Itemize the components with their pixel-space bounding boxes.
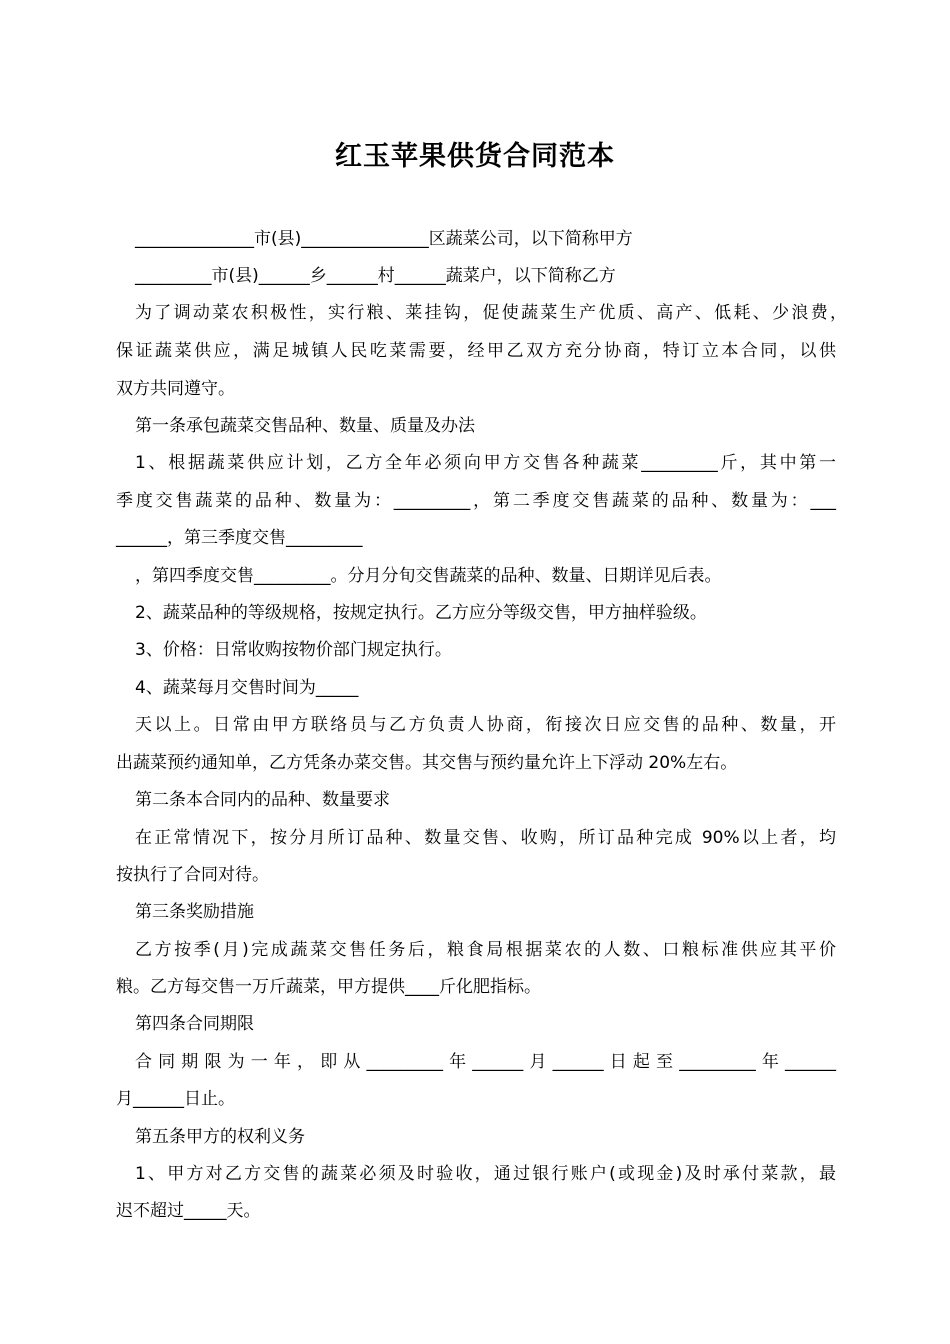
article-1-clause-1-line-3: ______，第三季度交售_________: [116, 528, 363, 548]
article-1-clause-1-line-2: 季度交售蔬菜的品种、数量为：_________，第二季度交售蔬菜的品种、数量为：___: [116, 491, 836, 511]
article-1-clause-1-line-1: 1、根据蔬菜供应计划，乙方全年必须向甲方交售各种蔬菜_________斤，其中第一: [135, 453, 836, 473]
preamble-line-3: 双方共同遵守。: [116, 379, 235, 399]
preamble-line-2: 保证蔬菜供应，满足城镇人民吃菜需要，经甲乙双方充分协商，特订立本合同，以供: [116, 341, 836, 361]
article-2-text-line-1: 在正常情况下，按分月所订品种、数量交售、收购，所订品种完成 90%以上者，均: [135, 828, 836, 848]
party-b-line: _________市(县)______乡______村______蔬菜户，以下简称乙方: [135, 266, 616, 286]
article-1-clause-4-line-3: 出蔬菜预约通知单，乙方凭条办菜交售。其交售与预约量允许上下浮动 20%左右。: [116, 753, 738, 773]
article-1-heading: 第一条承包蔬菜交售品种、数量、质量及办法: [135, 416, 475, 436]
article-1-clause-4: 4、蔬菜每月交售时间为_____: [135, 678, 359, 698]
article-1-clause-1-line-4: ，第四季度交售_________。分月分旬交售蔬菜的品种、数量、日期详见后表。: [135, 566, 722, 586]
preamble-line-1: 为了调动菜农积极性，实行粮、莱挂钩，促使蔬菜生产优质、高产、低耗、少浪费，: [135, 303, 847, 323]
article-4-heading: 第四条合同期限: [135, 1014, 254, 1034]
article-3-heading: 第三条奖励措施: [135, 902, 254, 922]
article-1-clause-2: 2、蔬菜品种的等级规格，按规定执行。乙方应分等级交售，甲方抽样验级。: [135, 603, 707, 623]
article-4-text-line-1: 合同期限为一年，即从_________年______月______日起至_________年______: [135, 1052, 836, 1072]
page-title: 红玉苹果供货合同范本: [335, 141, 615, 172]
article-3-text-line-2: 粮。乙方每交售一万斤蔬菜，甲方提供____斤化肥指标。: [116, 977, 541, 997]
article-4-text-line-2: 月______日止。: [116, 1089, 235, 1109]
article-2-text-line-2: 按执行了合同对待。: [116, 865, 269, 885]
party-a-line: ______________市(县)_______________区蔬菜公司，以下简称甲方: [135, 229, 633, 249]
article-5-heading: 第五条甲方的权利义务: [135, 1127, 305, 1147]
article-5-clause-1-line-2: 迟不超过_____天。: [116, 1201, 261, 1221]
article-1-clause-3: 3、价格：日常收购按物价部门规定执行。: [135, 640, 452, 660]
article-3-text-line-1: 乙方按季(月)完成蔬菜交售任务后，粮食局根据菜农的人数、口粮标准供应其平价: [135, 940, 836, 960]
article-2-heading: 第二条本合同内的品种、数量要求: [135, 790, 390, 810]
article-1-clause-4-line-2: 天以上。日常由甲方联络员与乙方负责人协商，衔接次日应交售的品种、数量，开: [135, 715, 836, 735]
article-5-clause-1-line-1: 1、甲方对乙方交售的蔬菜必须及时验收，通过银行账户(或现金)及时承付菜款，最: [135, 1164, 836, 1184]
